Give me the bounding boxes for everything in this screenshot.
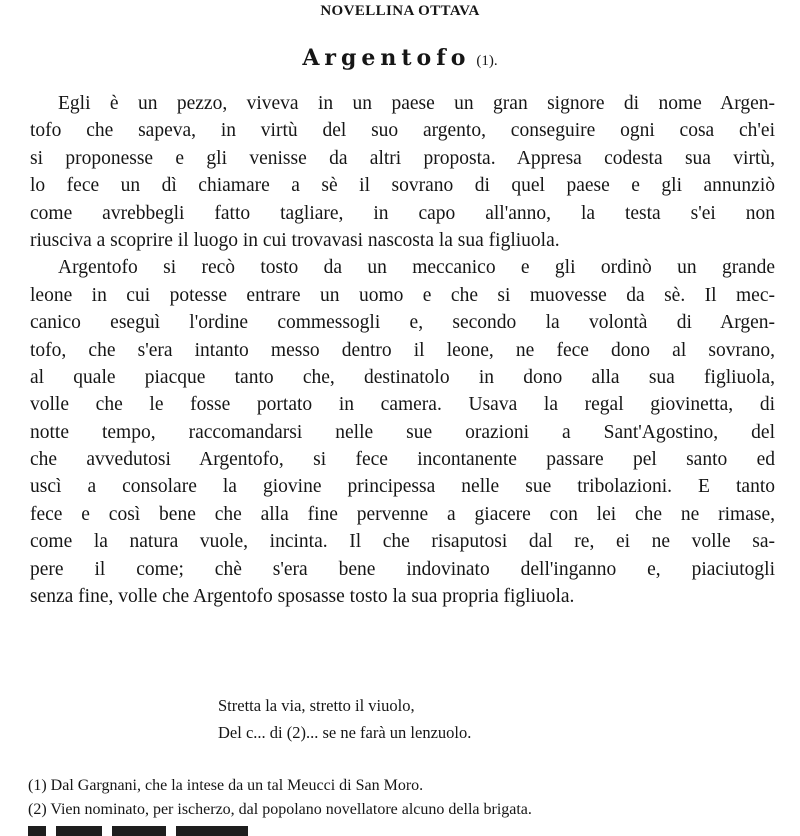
text-line: canico eseguì l'ordine commessogli e, secondo la volontà di Argen- <box>30 312 775 334</box>
chapter-header: NOVELLINA OTTAVA <box>320 3 480 19</box>
verse-line: Stretta la via, stretto il viuolo, <box>218 696 415 715</box>
text-line: senza fine, volle che Argentofo sposasse tosto la sua propria figliuola. <box>30 586 575 608</box>
text-line: si proponesse e gli venisse da altri proposta. Appresa codesta sua virtù, <box>30 147 775 169</box>
text-line: Egli è un pezzo, viveva in un paese un gran signore di nome Argen- <box>58 93 775 114</box>
paragraph-2 <box>30 254 775 610</box>
text-line: lo fece un dì chiamare a sè il sovrano di quel paese e gli annunziò <box>30 175 775 197</box>
text-line: leone in cui potesse entrare un uomo e che si muovesse da sè. Il mec- <box>30 284 775 306</box>
footnote-2: (2) Vien nominato, per ischerzo, dal popolano novellatore alcuno della brigata. <box>28 801 532 818</box>
text-line: volle che le fosse portato in camera. Usava la regal giovinetta, di <box>30 394 775 416</box>
text-line: Argentofo si recò tosto da un meccanico e gli ordinò un grande <box>58 257 775 279</box>
text-line: tofo, che s'era intanto messo dentro il leone, ne fece dono al sovrano, <box>30 339 775 361</box>
paragraph-1 <box>30 90 775 254</box>
text-line: uscì a consolare la giovine principessa nelle sue tribolazioni. E tanto <box>30 476 775 498</box>
verse-block <box>218 692 471 746</box>
text-line: riusciva a scoprire il luogo in cui trovavasi nascosta la sua figliuola. <box>30 229 560 251</box>
footnotes <box>28 774 532 822</box>
story-title-row <box>0 45 800 71</box>
verse-line: Del c... di (2)... se ne farà un lenzuolo. <box>218 723 472 742</box>
story-title: Argentofo <box>302 45 471 71</box>
story-body <box>30 90 775 610</box>
footnote-1: (1) Dal Gargnani, che la intese da un tal Meucci di San Moro. <box>28 777 424 794</box>
text-line: pere il come; chè s'era bene indovinato dell'inganno e, piaciutogli <box>30 558 775 580</box>
text-line: come la natura vuole, incinta. Il che risaputosi dal re, ei ne volle sa- <box>30 531 775 553</box>
text-line: che avvedutosi Argentofo, si fece incontanente passare pel santo ed <box>30 449 775 471</box>
text-line: al quale piacque tanto che, destinatolo in dono alla sua figliuola, <box>30 366 775 388</box>
text-line: notte tempo, raccomandarsi nelle sue orazioni a Sant'Agostino, del <box>30 421 775 443</box>
title-footnote-ref: (1). <box>476 53 498 69</box>
text-line: tofo che sapeva, in virtù del suo argento, conseguire ogni cosa ch'ei <box>30 120 775 142</box>
cut-off-text-line <box>28 826 388 836</box>
text-line: fece e così bene che alla fine pervenne a giacere con lei che ne rimase, <box>30 503 775 525</box>
text-line: come avrebbegli fatto tagliare, in capo all'anno, la testa s'ei non <box>30 202 775 224</box>
